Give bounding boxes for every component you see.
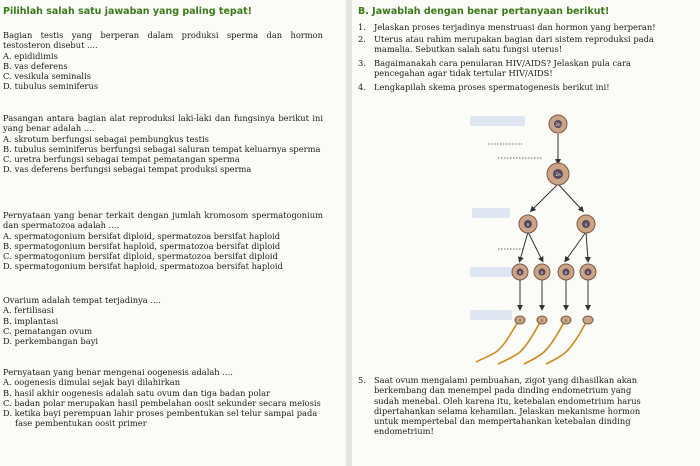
essay-3-line-1: Bagaimanakah cara penularan HIV/AIDS? Jelaskan pula cara xyxy=(374,58,631,68)
answer-blank-4[interactable] xyxy=(470,310,512,320)
option-b[interactable]: B. vas deferens xyxy=(3,60,68,71)
spermatozoon xyxy=(476,316,525,362)
option-b[interactable]: B. spermatogonium bersifat haploid, spermatozoa bersifat diploid xyxy=(3,240,281,251)
essay-4-number: 4. xyxy=(358,82,366,92)
essay-5-line-2: berkembang dan menempel pada dinding endometrium yang xyxy=(374,385,632,396)
answer-blank-1[interactable] xyxy=(470,116,525,126)
section-b-heading: B. Jawablah dengan benar pertanyaan berikut! xyxy=(358,6,610,17)
essay-2 xyxy=(358,34,654,55)
secondary-spermatocyte-cell xyxy=(519,215,537,233)
spermatid-cell xyxy=(534,264,550,280)
essay-1-number: 1. xyxy=(358,22,366,32)
option-a[interactable]: A. skrotum berfungsi sebagai pembungkus testis xyxy=(3,133,209,144)
arrow xyxy=(566,232,586,260)
question-5 xyxy=(3,367,323,429)
option-a[interactable]: A. spermatogonium bersifat diploid, spermatozoa bersifat haploid xyxy=(3,230,281,241)
arrow xyxy=(532,184,558,210)
cell-label: n xyxy=(540,318,544,323)
option-a[interactable]: A. fertilisasi xyxy=(3,305,54,316)
option-a[interactable]: A. epididimis xyxy=(3,50,58,61)
essay-4 xyxy=(358,82,610,92)
option-d[interactable]: D. vas deferens berfungsi sebagai tempat produksi sperma xyxy=(3,164,252,175)
cell-label: n xyxy=(584,222,588,227)
essay-2-line-2: mamalia. Sebutkan salah satu fungsi uterus! xyxy=(374,44,563,55)
spermatid-cell xyxy=(512,264,528,280)
option-b[interactable]: B. hasil akhir oogenesis adalah satu ovum dan tiga badan polar xyxy=(3,387,271,398)
question-2 xyxy=(3,113,323,175)
essay-5-number: 5. xyxy=(358,375,366,385)
cell-label: n xyxy=(518,318,522,323)
essay-1 xyxy=(358,22,656,32)
answer-blank-3[interactable] xyxy=(470,267,512,277)
essay-1-line-1: Jelaskan proses terjadinya menstruasi dan hormon yang berperan! xyxy=(374,22,656,32)
question-4-stem: Ovarium adalah tempat terjadinya .... xyxy=(3,295,161,305)
question-3 xyxy=(3,210,323,272)
spermatogonium-cell xyxy=(549,115,567,133)
option-d[interactable]: D. tubulus seminiferus xyxy=(3,81,99,92)
essay-3-number: 3. xyxy=(358,58,366,68)
option-d[interactable]: D. perkembangan bayi xyxy=(3,336,99,347)
secondary-spermatocyte-cell xyxy=(577,215,595,233)
spermatid-cell xyxy=(558,264,574,280)
essay-3 xyxy=(358,58,631,79)
question-5-stem: Pernyataan yang benar mengenai oogenesis adalah .... xyxy=(3,367,233,377)
cell-label: 2n xyxy=(555,122,561,127)
cell-label: n xyxy=(586,270,590,275)
option-c[interactable]: C. vesikula seminalis xyxy=(3,71,91,82)
cell-label: n xyxy=(526,222,530,227)
essay-5-line-1: Saat ovum mengalami pembuahan, zigot yang dihasilkan akan xyxy=(374,375,638,385)
option-a[interactable]: A. oogenesis dimulai sejak bayi dilahirkan xyxy=(3,377,181,388)
option-b[interactable]: B. implantasi xyxy=(3,315,59,326)
cell-label: n xyxy=(564,318,568,323)
cell-label: n xyxy=(564,270,568,275)
option-c[interactable]: C. badan polar merupakan hasil pembelahan oosit sekunder secara meiosis xyxy=(3,397,321,408)
primary-spermatocyte-cell xyxy=(547,163,569,185)
option-c[interactable]: C. spermatogonium bersifat diploid, spermatozoa bersifat diploid xyxy=(3,251,278,262)
arrow xyxy=(558,184,582,210)
essay-5 xyxy=(358,375,700,437)
essay-2-number: 2. xyxy=(358,34,366,44)
cell-label: n xyxy=(540,270,544,275)
essay-5-line-3: sudah menebal. Oleh karena itu, ketebalan endometrium harus xyxy=(374,395,641,406)
question-1 xyxy=(3,30,323,92)
question-3-stem: Pernyataan yang benar terkait dengan jumlah kromosom spermatogonium dan spermatozoa adalah .... xyxy=(3,210,323,231)
option-d[interactable]: D. ketika bayi perempuan lahir proses pembentukan sel telur sampai pada fase pembentukan oosit primer xyxy=(3,408,318,429)
spermatogenesis-diagram xyxy=(462,112,612,367)
question-1-stem: Bagian testis yang berperan dalam produksi sperma dan hormon testosteron disebut .... xyxy=(3,30,323,51)
option-b[interactable]: B. tubulus seminiferus berfungsi sebagai saluran tempat keluarnya sperma xyxy=(3,143,321,154)
essay-3-line-2: pencegahan agar tidak tertular HIV/AIDS! xyxy=(374,68,553,79)
spermatozoon xyxy=(524,316,571,364)
answer-blank-2[interactable] xyxy=(472,208,510,218)
option-c[interactable]: C. pematangan ovum xyxy=(3,325,93,336)
left-page xyxy=(0,0,346,466)
cell-label: 2n xyxy=(555,172,561,177)
essay-5-line-4: dipertahankan selama kehamilan. Jelaskan mekanisme hormon xyxy=(374,405,641,416)
question-4 xyxy=(3,295,323,346)
section-a-heading: Pilihlah salah satu jawaban yang paling tepat! xyxy=(3,6,252,17)
arrow xyxy=(586,232,588,260)
essay-5-line-6: endometrium! xyxy=(374,426,434,437)
essay-4-line-1: Lengkapilah skema proses spermatogenesis berikut ini! xyxy=(374,82,610,92)
option-d[interactable]: D. spermatogonium bersifat haploid, spermatozoa bersifat haploid xyxy=(3,261,283,272)
right-page xyxy=(352,0,700,466)
arrow xyxy=(528,232,542,260)
question-2-stem: Pasangan antara bagian alat reproduksi laki-laki dan fungsinya berikut ini yang benar adalah .... xyxy=(3,113,323,134)
arrow xyxy=(520,232,528,260)
cell-label: n xyxy=(518,270,522,275)
essay-2-line-1: Uterus atau rahim merupakan bagian dari sistem reproduksi pada xyxy=(374,34,654,44)
essay-5-line-5: untuk mempertebal dan mempertahankan ketebalan dinding xyxy=(374,416,631,427)
spermatid-cell xyxy=(580,264,596,280)
option-c[interactable]: C. uretra berfungsi sebagai tempat pematangan sperma xyxy=(3,154,240,165)
